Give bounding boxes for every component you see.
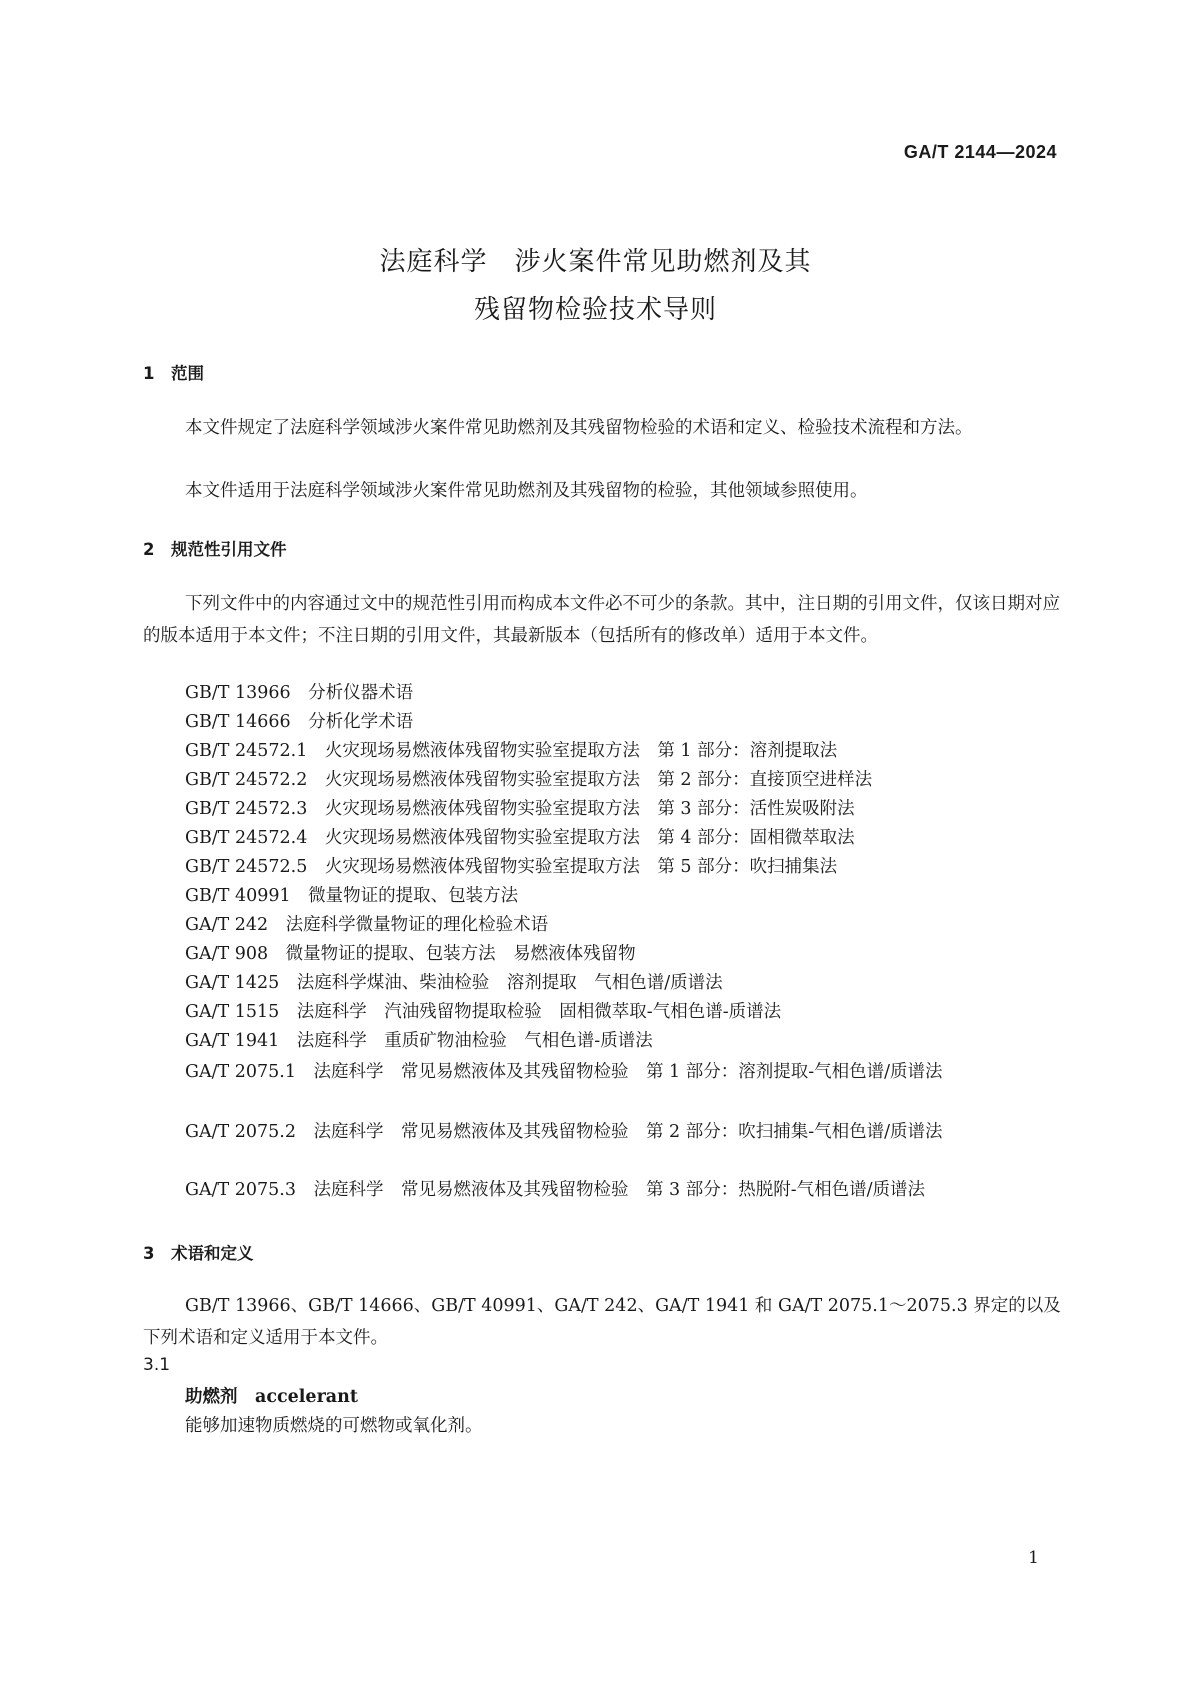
reference-item: GA/T 242 法庭科学微量物证的理化检验术语 — [185, 915, 549, 935]
reference-item: GB/T 40991 微量物证的提取、包装方法 — [185, 886, 519, 906]
reference-item: GB/T 24572.4 火灾现场易燃液体残留物实验室提取方法 第 4 部分：固相微萃取法 — [185, 828, 855, 848]
reference-item: GA/T 1515 法庭科学 汽油残留物提取检验 固相微萃取-气相色谱-质谱法 — [185, 1002, 782, 1022]
reference-item: GB/T 24572.1 火灾现场易燃液体残留物实验室提取方法 第 1 部分：溶剂提取法 — [185, 741, 838, 761]
document-number: GA/T 2144—2024 — [903, 142, 1057, 162]
section-1-heading: 1 范围 — [143, 364, 204, 383]
reference-item: GB/T 13966 分析仪器术语 — [185, 683, 414, 703]
reference-item: GB/T 14666 分析化学术语 — [185, 712, 414, 732]
title-line-2: 残留物检验技术导则 — [473, 295, 717, 325]
section-1-paragraph-2: 本文件适用于法庭科学领域涉火案件常见助燃剂及其残留物的检验，其他领域参照使用。 — [185, 481, 868, 501]
reference-item: GA/T 2075.1 法庭科学 常见易燃液体及其残留物检验 第 1 部分：溶剂提取-气相色谱/质谱法 — [185, 1062, 943, 1082]
page-number: 1 — [1028, 1548, 1039, 1568]
reference-item: GB/T 24572.5 火灾现场易燃液体残留物实验室提取方法 第 5 部分：吹扫捕集法 — [185, 857, 838, 877]
section-3-intro: GB/T 13966、GB/T 14666、GB/T 40991、GA/T 242、GA/T 1941 和 GA/T 2075.1～2075.3 界定的以及下列术语和定义适用于本文件。 — [143, 1296, 1061, 1348]
reference-item: GB/T 24572.3 火灾现场易燃液体残留物实验室提取方法 第 3 部分：活性炭吸附法 — [185, 799, 855, 819]
term-definition: 能够加速物质燃烧的可燃物或氧化剂。 — [185, 1416, 483, 1436]
term-entry: 助燃剂 accelerant — [185, 1387, 358, 1407]
section-3-heading: 3 术语和定义 — [143, 1244, 254, 1263]
title-line-1: 法庭科学 涉火案件常见助燃剂及其 — [379, 247, 812, 277]
reference-item: GA/T 2075.3 法庭科学 常见易燃液体及其残留物检验 第 3 部分：热脱附-气相色谱/质谱法 — [185, 1180, 926, 1200]
reference-item: GB/T 24572.2 火灾现场易燃液体残留物实验室提取方法 第 2 部分：直接顶空进样法 — [185, 770, 873, 790]
section-2-intro: 下列文件中的内容通过文中的规范性引用而构成本文件必不可少的条款。其中，注日期的引用文件，仅该日期对应的版本适用于本文件；不注日期的引用文件，其最新版本（包括所有的修改单）适用于本文件。 — [143, 594, 1060, 646]
section-1-paragraph-1: 本文件规定了法庭科学领域涉火案件常见助燃剂及其残留物检验的术语和定义、检验技术流程和方法。 — [185, 418, 973, 438]
reference-item: GA/T 1425 法庭科学煤油、柴油检验 溶剂提取 气相色谱/质谱法 — [185, 973, 723, 993]
reference-item: GA/T 2075.2 法庭科学 常见易燃液体及其残留物检验 第 2 部分：吹扫捕集-气相色谱/质谱法 — [185, 1122, 943, 1142]
section-2-heading: 2 规范性引用文件 — [143, 540, 287, 559]
subclause-number: 3.1 — [143, 1355, 171, 1375]
document-title — [0, 238, 1191, 334]
reference-item: GA/T 1941 法庭科学 重质矿物油检验 气相色谱-质谱法 — [185, 1031, 653, 1051]
reference-item: GA/T 908 微量物证的提取、包装方法 易燃液体残留物 — [185, 944, 636, 964]
